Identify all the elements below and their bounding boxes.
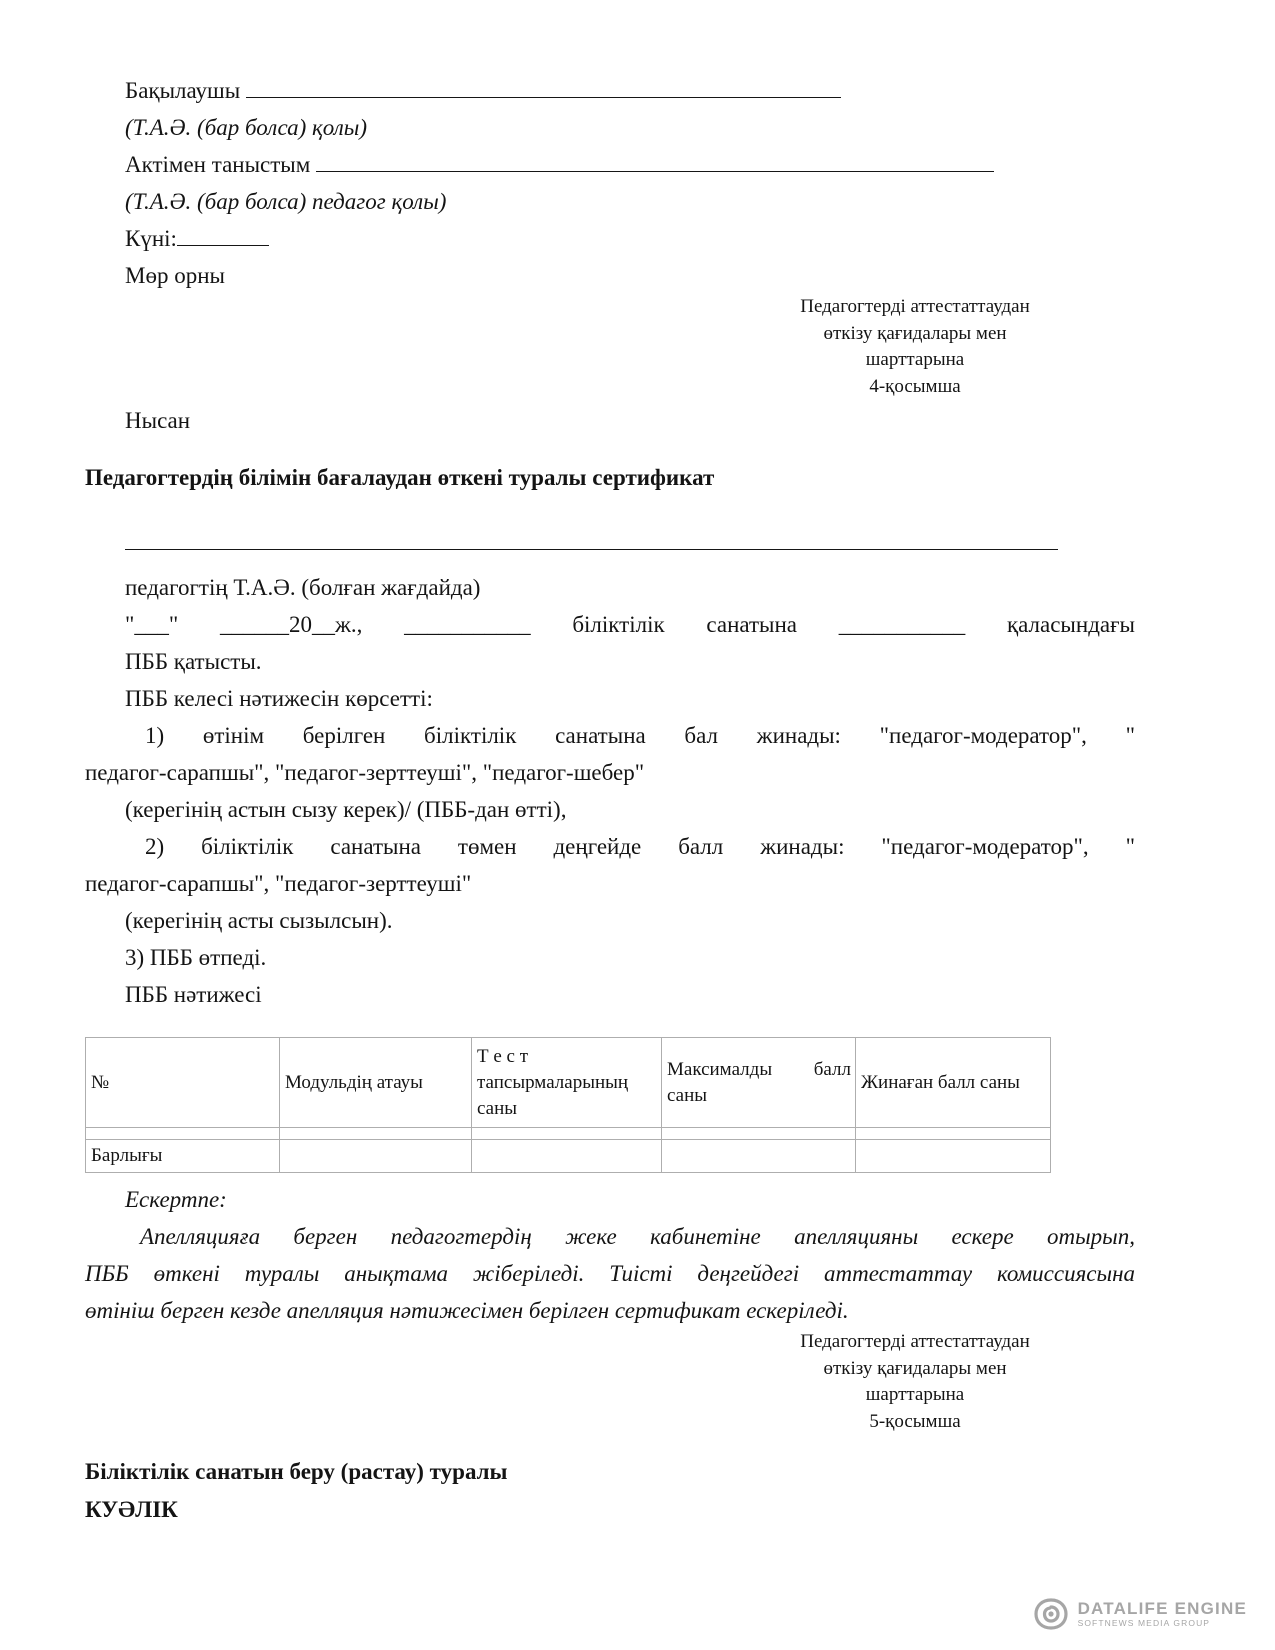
annex5-line4: 5-қосымша bbox=[869, 1410, 961, 1432]
header-collected-score: Жинаған балл саны bbox=[856, 1038, 1051, 1128]
annex4-line2: өткізу қағидалары мен bbox=[823, 322, 1007, 344]
stamp-label: Мөр орны bbox=[125, 263, 225, 288]
certificate-title: Педагогтердің білімін бағалаудан өткені туралы сертификат bbox=[85, 465, 715, 490]
table-caption: ПББ нәтижесі bbox=[125, 982, 262, 1007]
watermark-text bbox=[1078, 1600, 1247, 1628]
total-label-cell: Барлығы bbox=[86, 1140, 280, 1173]
empty-cell bbox=[472, 1140, 662, 1173]
watermark-subtitle: SOFTNEWS MEDIA GROUP bbox=[1077, 1618, 1211, 1628]
observer-sign-hint: (Т.А.Ә. (бар болса) қолы) bbox=[125, 115, 367, 140]
annex5-line2: өткізу қағидалары мен bbox=[823, 1357, 1007, 1379]
empty-cell bbox=[856, 1140, 1051, 1173]
datalife-engine-watermark bbox=[1033, 1596, 1247, 1632]
empty-cell bbox=[472, 1128, 662, 1140]
empty-cell bbox=[662, 1128, 856, 1140]
act-line bbox=[125, 146, 1185, 183]
name-blank-row bbox=[125, 532, 1185, 569]
item1-note: (керегінің астын сызу керек)/ (ПББ-дан өтті), bbox=[125, 797, 567, 822]
datalife-engine-eye-icon bbox=[1033, 1596, 1069, 1632]
act-blank-line bbox=[316, 147, 994, 172]
act-label: Актімен таныстым bbox=[125, 152, 311, 177]
item2-line1: 2) біліктілік санатына төмен деңгейде балл жинады: "педагог-модератор", " bbox=[145, 834, 1135, 859]
note-line2: ПББ өткені туралы анықтама жіберіледі. Тиісті деңгейдегі аттестаттау комиссиясына bbox=[85, 1261, 1135, 1286]
form-label: Нысан bbox=[125, 408, 191, 433]
pbb-result-intro: ПББ келесі нәтижесін көрсетті: bbox=[125, 686, 433, 711]
note-line3: өтініш берген кезде апелляция нәтижесімен берілген сертификат ескеріледі. bbox=[85, 1298, 849, 1323]
annex5-reference bbox=[670, 1329, 1160, 1435]
header-max-score: Максималды балл саны bbox=[662, 1038, 856, 1128]
certificate2-title-line1: Біліктілік санатын беру (растау) туралы bbox=[85, 1459, 508, 1484]
header-number: № bbox=[86, 1038, 280, 1128]
date-label: Күні: bbox=[125, 226, 177, 251]
item3: 3) ПББ өтпеді. bbox=[125, 945, 267, 970]
item2-line2: педагог-сарапшы", "педагог-зерттеуші" bbox=[85, 871, 472, 896]
table-total-row bbox=[86, 1140, 1051, 1173]
pbb-attended: ПББ қатысты. bbox=[125, 649, 262, 674]
date-blank-line bbox=[177, 221, 269, 246]
item1-line2: педагог-сарапшы", "педагог-зерттеуші", "педагог-шебер" bbox=[85, 760, 645, 785]
table-empty-row bbox=[86, 1128, 1051, 1140]
table-header-row bbox=[86, 1038, 1051, 1128]
header-test-tasks-count: Т е с т тапсырмаларының саны bbox=[472, 1038, 662, 1128]
annex4-line3: шарттарына bbox=[865, 349, 965, 370]
observer-line bbox=[125, 72, 1185, 109]
act-sign-hint: (Т.А.Ә. (бар болса) педагог қолы) bbox=[125, 189, 447, 214]
empty-cell bbox=[662, 1140, 856, 1173]
empty-cell bbox=[280, 1128, 472, 1140]
observer-label: Бақылаушы bbox=[125, 78, 241, 103]
watermark-name: DATALIFE ENGINE bbox=[1077, 1599, 1247, 1618]
annex4-reference bbox=[670, 294, 1160, 400]
empty-cell bbox=[856, 1128, 1051, 1140]
header-module-name: Модульдің атауы bbox=[280, 1038, 472, 1128]
observer-blank-line bbox=[246, 73, 841, 98]
annex4-line4: 4-қосымша bbox=[869, 375, 961, 397]
date-line-top bbox=[125, 220, 1185, 257]
date-category-line: "___" ______20__ж., ___________ біліктілік санатына ___________ қаласындағы bbox=[125, 612, 1135, 637]
name-blank-line bbox=[125, 532, 1058, 550]
empty-cell bbox=[280, 1140, 472, 1173]
note-line1: Апелляцияға берген педагогтердің жеке кабинетіне апелляцияны ескере отырып, bbox=[140, 1224, 1135, 1249]
annex5-line1: Педагогтерді аттестаттаудан bbox=[800, 1331, 1030, 1352]
annex4-line1: Педагогтерді аттестаттаудан bbox=[800, 296, 1030, 317]
teacher-name-hint: педагогтің Т.А.Ә. (болған жағдайда) bbox=[125, 575, 481, 600]
note-label: Ескертпе: bbox=[125, 1187, 227, 1212]
annex5-line3: шарттарына bbox=[865, 1384, 965, 1405]
item1-line1: 1) өтінім берілген біліктілік санатына бал жинады: "педагог-модератор", " bbox=[145, 723, 1135, 748]
empty-cell bbox=[86, 1128, 280, 1140]
results-table bbox=[85, 1037, 1051, 1173]
certificate2-title-line2: КУӘЛІК bbox=[85, 1497, 178, 1522]
item2-note: (керегінің асты сызылсын). bbox=[125, 908, 393, 933]
